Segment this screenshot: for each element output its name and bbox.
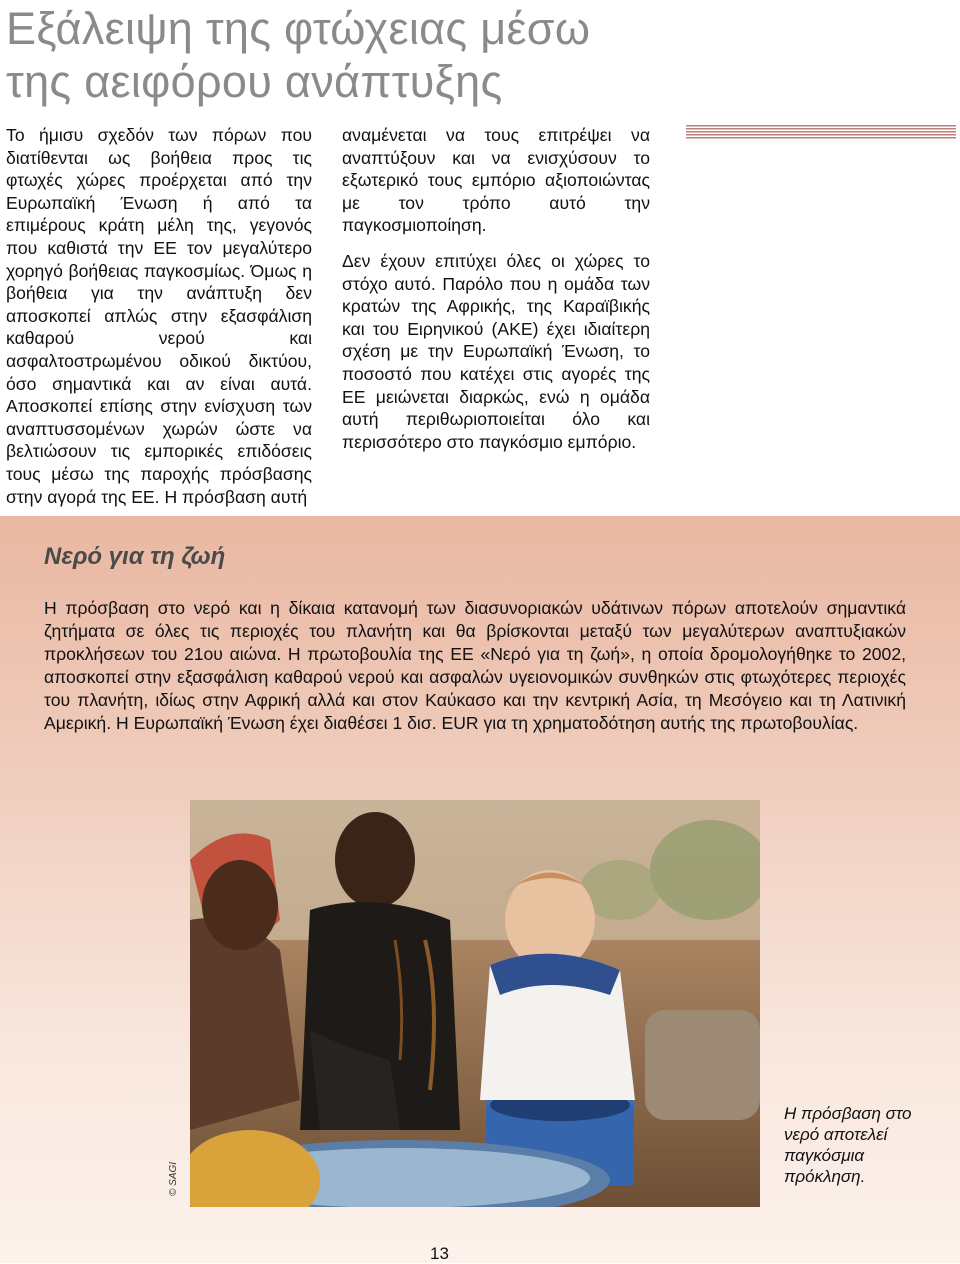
title-line-1: Εξάλειψη της φτώχειας μέσω — [6, 3, 591, 54]
photo-caption: Η πρόσβαση στο νερό αποτελεί παγκόσμια πρόκληση. — [784, 1104, 912, 1186]
middle-paragraph-2: Δεν έχουν επιτύχει όλες οι χώρες το στόχο αυτό. Παρόλο που η ομάδα των κρατών της Αφρικής, της Καραϊβικής και του Ειρηνικού (ΑΚΕ) έχει ιδιαίτερη σχέση με την Ευρωπαϊκή Ένωση, το ποσοστό που κατέχει στις αγορές της ΕΕ μειώνεται διαρκώς, ενώ η ομάδα αυτή περιθωριοποιείται όλο και περισσότερο στο παγκόσμιο εμπόριο. — [342, 250, 650, 452]
photo-women-at-well — [190, 800, 760, 1207]
title-line-2: της αειφόρου ανάπτυξης — [6, 56, 503, 107]
middle-column — [342, 124, 650, 466]
photo-credit: © SAGI — [168, 1161, 179, 1196]
decorative-rule — [686, 125, 956, 139]
page-number: 13 — [430, 1244, 449, 1263]
middle-paragraph-1: αναμένεται να τους επιτρέψει να αναπτύξουν και να ενισχύσουν το εξωτερικό τους εμπόριο αξιοποιώντας με τον τρόπο αυτό την παγκοσμιοποίηση. — [342, 125, 650, 236]
page-title — [6, 2, 826, 108]
box-text: Η πρόσβαση στο νερό και η δίκαια κατανομή των διασυνοριακών υδάτινων πόρων αποτελούν σημαντικά ζητήματα σε όλες τις περιοχές του πλανήτη και θα βρίσκονται μεταξύ των μεγαλύτερων αναπτυξιακών προκλήσεων του 21ου αιώνα. Η πρωτοβουλία της ΕΕ «Νερό για τη ζωή», η οποία δρομολογήθηκε το 2002, αποσκοπεί στην εξασφάλιση καθαρού νερού και ασφαλών υγειονομικών συνθηκών στις φτωχότερες περιοχές του πλανήτη, ιδίως στην Αφρική αλλά και στον Καύκασο και την κεντρική Ασία, τη Μεσόγειο και τη Λατινική Αμερική. Η Ευρωπαϊκή Ένωση έχει διαθέσει 1 δισ. EUR για τη χρηματοδότηση αυτής της πρωτοβουλίας. — [44, 598, 906, 733]
photo-illustration — [190, 800, 760, 1207]
left-paragraph: Το ήμισυ σχεδόν των πόρων που διατίθενται ως βοήθεια προς τις φτωχές χώρες προέρχεται από την Ευρωπαϊκή Ένωση ή από τα επιμέρους κράτη μέλη της, γεγονός που καθιστά την ΕΕ τον μεγαλύτερο χορηγό βοήθειας παγκοσμίως. Όμως η βοήθεια για την ανάπτυξη δεν αποσκοπεί απλώς στην εξασφάλιση καθαρού νερού και ασφαλτοστρωμένου οδικού δικτύου, όσο σημαντικά και αν είναι αυτά. Αποσκοπεί επίσης στην ενίσχυση των αναπτυσσομένων χωρών ώστε να βελτιώσουν τις εμπορικές επιδόσεις τους μέσω της παροχής πρόσβασης στην αγορά της ΕΕ. Η πρόσβαση αυτή — [6, 125, 312, 507]
left-column — [6, 124, 312, 521]
box-title: Νερό για τη ζωή — [44, 543, 226, 570]
